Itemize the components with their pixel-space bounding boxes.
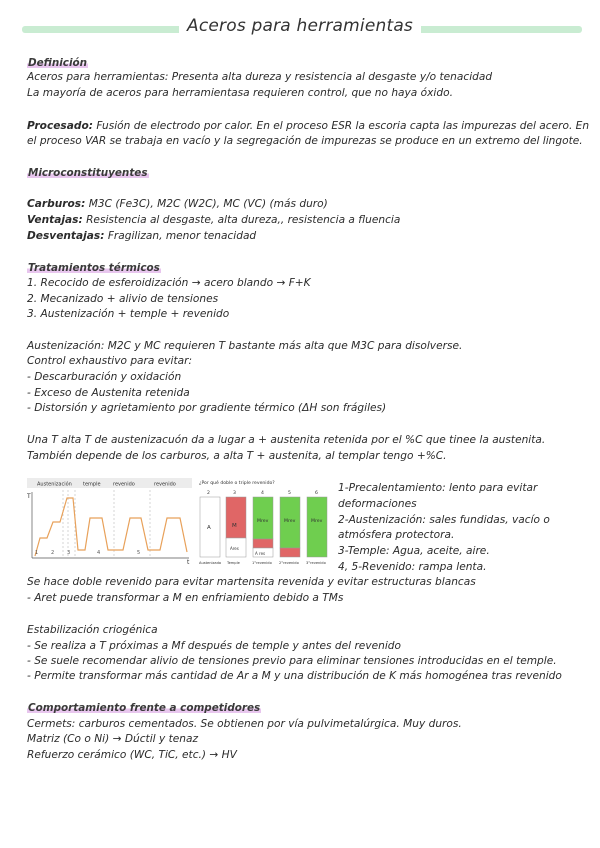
austenizacion-line: Control exhaustivo para evitar: bbox=[27, 355, 193, 367]
phase-label-austenizacion: Austenización bbox=[37, 481, 72, 488]
austenizacion-line: - Exceso de Austenita retenida bbox=[27, 387, 190, 399]
revenido-line-1: Se hace doble revenido para evitar martensita revenida y evitar estructuras blancas bbox=[27, 576, 476, 588]
ventajas-label: Ventajas: bbox=[27, 214, 83, 226]
side-note: 3-Temple: Agua, aceite, aire. bbox=[338, 545, 490, 557]
crio-line: - Se realiza a T próximas a Mf después de temple y antes del revenido bbox=[27, 640, 401, 652]
procesado-label: Procesado: bbox=[27, 120, 93, 132]
comportamiento-line: Matriz (Co o Ni) → Dúctil y tenaz bbox=[27, 733, 199, 745]
bar-cell-label: M bbox=[232, 523, 237, 529]
step-label: 2 bbox=[51, 550, 55, 556]
carburos-label: Carburos: bbox=[27, 198, 86, 210]
procesado-line-1 bbox=[27, 120, 589, 133]
bar-rev1-martensite-rev bbox=[253, 497, 273, 539]
bar-column-label: 4 bbox=[261, 491, 264, 496]
side-note: deformaciones bbox=[338, 498, 417, 510]
bar-cell-label: Ares bbox=[230, 546, 239, 551]
step-label: 3 bbox=[67, 550, 71, 556]
procesado-line-2: el proceso VAR se trabaja en vacío y la segregación de impurezas se produce en un extremo del lingote. bbox=[27, 135, 583, 147]
bar-x-label: Austenizado bbox=[199, 561, 222, 565]
bar-x-label: 3°revenido bbox=[306, 561, 326, 565]
tratamiento-item: 1. Recocido de esferoidización → acero blando → F+K bbox=[27, 277, 311, 289]
bar-cell-label: Mrev bbox=[284, 519, 296, 524]
una-line-1: Una T alta T de austenizacuón da a lugar a + austenita retenida por el %C que tinee la austenita. bbox=[27, 434, 546, 446]
bar-panel-title: ¿Por qué doble o triple revenido? bbox=[199, 481, 275, 486]
bar-cell-label: Mrev bbox=[311, 519, 323, 524]
una-line-2: También depende de los carburos, a alta T + austenita, al templar tengo +%C. bbox=[27, 450, 447, 462]
chart-y-label: T bbox=[27, 493, 31, 500]
tratamiento-item: 3. Austenización + temple + revenido bbox=[27, 308, 230, 320]
section-heading-definicion: Definición bbox=[28, 57, 88, 69]
bar-column-label: 5 bbox=[288, 491, 291, 496]
bar-rev2-martensite bbox=[280, 548, 300, 557]
carburos-text: M3C (Fe3C), M2C (W2C), MC (VC) (más duro) bbox=[85, 198, 328, 210]
step-label: 1 bbox=[35, 550, 39, 556]
bar-x-label: 2°revenido bbox=[279, 561, 299, 565]
desventajas-line bbox=[27, 230, 256, 243]
bar-cell-label: Mrev bbox=[257, 519, 269, 524]
ventajas-text: Resistencia al desgaste, alta dureza,, resistencia a fluencia bbox=[82, 214, 401, 226]
chart-x-label: t bbox=[187, 559, 190, 564]
bar-cell-label: A bbox=[207, 525, 211, 531]
step-label: 5 bbox=[137, 550, 141, 556]
title-header bbox=[0, 14, 600, 44]
bar-rev3-martensite-rev bbox=[307, 497, 327, 557]
bar-x-label: 1°revenido bbox=[252, 561, 272, 565]
ventajas-line bbox=[27, 214, 400, 227]
austenizacion-line: Austenización: M2C y MC requieren T bastante más alta que M3C para disolverse. bbox=[27, 340, 463, 352]
section-heading-comportamiento: Comportamiento frente a competidores bbox=[28, 702, 261, 714]
procesado-text: Fusión de electrodo por calor. En el proceso ESR la escoria capta las impurezas del acero. En bbox=[92, 120, 590, 132]
section-heading-micro: Microconstituyentes bbox=[28, 167, 148, 179]
page-title: Aceros para herramientas bbox=[179, 16, 421, 36]
desventajas-label: Desventajas: bbox=[27, 230, 105, 242]
tratamiento-item: 2. Mecanizado + alivio de tensiones bbox=[27, 293, 219, 305]
phase-bars-chart bbox=[197, 478, 332, 568]
revenido-line-2: - Aret puede transformar a M en enfriamiento debido a TMs bbox=[27, 592, 344, 604]
side-note: 1-Precalentamiento: lento para evitar bbox=[338, 482, 538, 494]
phase-label-revenido-1: revenido bbox=[113, 481, 135, 488]
comportamiento-line: Cermets: carburos cementados. Se obtienen por vía pulvimetalúrgica. Muy duros. bbox=[27, 718, 462, 730]
bar-x-label: Temple bbox=[227, 561, 240, 565]
phase-label-temple: temple bbox=[83, 481, 101, 488]
bar-cell-label: A res bbox=[255, 551, 266, 556]
carburos-line bbox=[27, 198, 328, 211]
step-label: 4 bbox=[97, 550, 101, 556]
bar-column-label: 2 bbox=[207, 491, 210, 496]
definicion-line-1: Aceros para herramientas: Presenta alta dureza y resistencia al desgaste y/o tenacidad bbox=[27, 71, 493, 83]
bar-rev1-martensite bbox=[253, 539, 273, 548]
crio-line: - Se suele recomendar alivio de tensiones previo para eliminar tensiones introducidas en el temple. bbox=[27, 655, 557, 667]
bar-column-label: 6 bbox=[315, 491, 318, 496]
crio-line: - Permite transformar más cantidad de Ar a M y una distribución de K más homogénea tras revenido bbox=[27, 670, 562, 682]
heat-treatment-chart bbox=[27, 478, 192, 564]
side-note: atmósfera protectora. bbox=[338, 529, 455, 541]
section-heading-tratamientos: Tratamientos térmicos bbox=[28, 262, 160, 274]
side-note: 2-Austenización: sales fundidas, vacío o bbox=[338, 514, 550, 526]
crio-line: Estabilización criogénica bbox=[27, 624, 158, 636]
bar-column-label: 3 bbox=[233, 491, 236, 496]
austenizacion-line: - Descarburación y oxidación bbox=[27, 371, 182, 383]
bar-temple-martensite bbox=[226, 497, 246, 538]
definicion-line-2: La mayoría de aceros para herramientasa requieren control, que no haya óxido. bbox=[27, 87, 453, 99]
austenizacion-line: - Distorsión y agrietamiento por gradiente térmico (ΔH son frágiles) bbox=[27, 402, 387, 414]
comportamiento-line: Refuerzo cerámico (WC, TiC, etc.) → HV bbox=[27, 749, 237, 761]
phase-label-revenido-2: revenido bbox=[154, 481, 176, 488]
desventajas-text: Fragilizan, menor tenacidad bbox=[104, 230, 257, 242]
side-note: 4, 5-Revenido: rampa lenta. bbox=[338, 561, 487, 573]
